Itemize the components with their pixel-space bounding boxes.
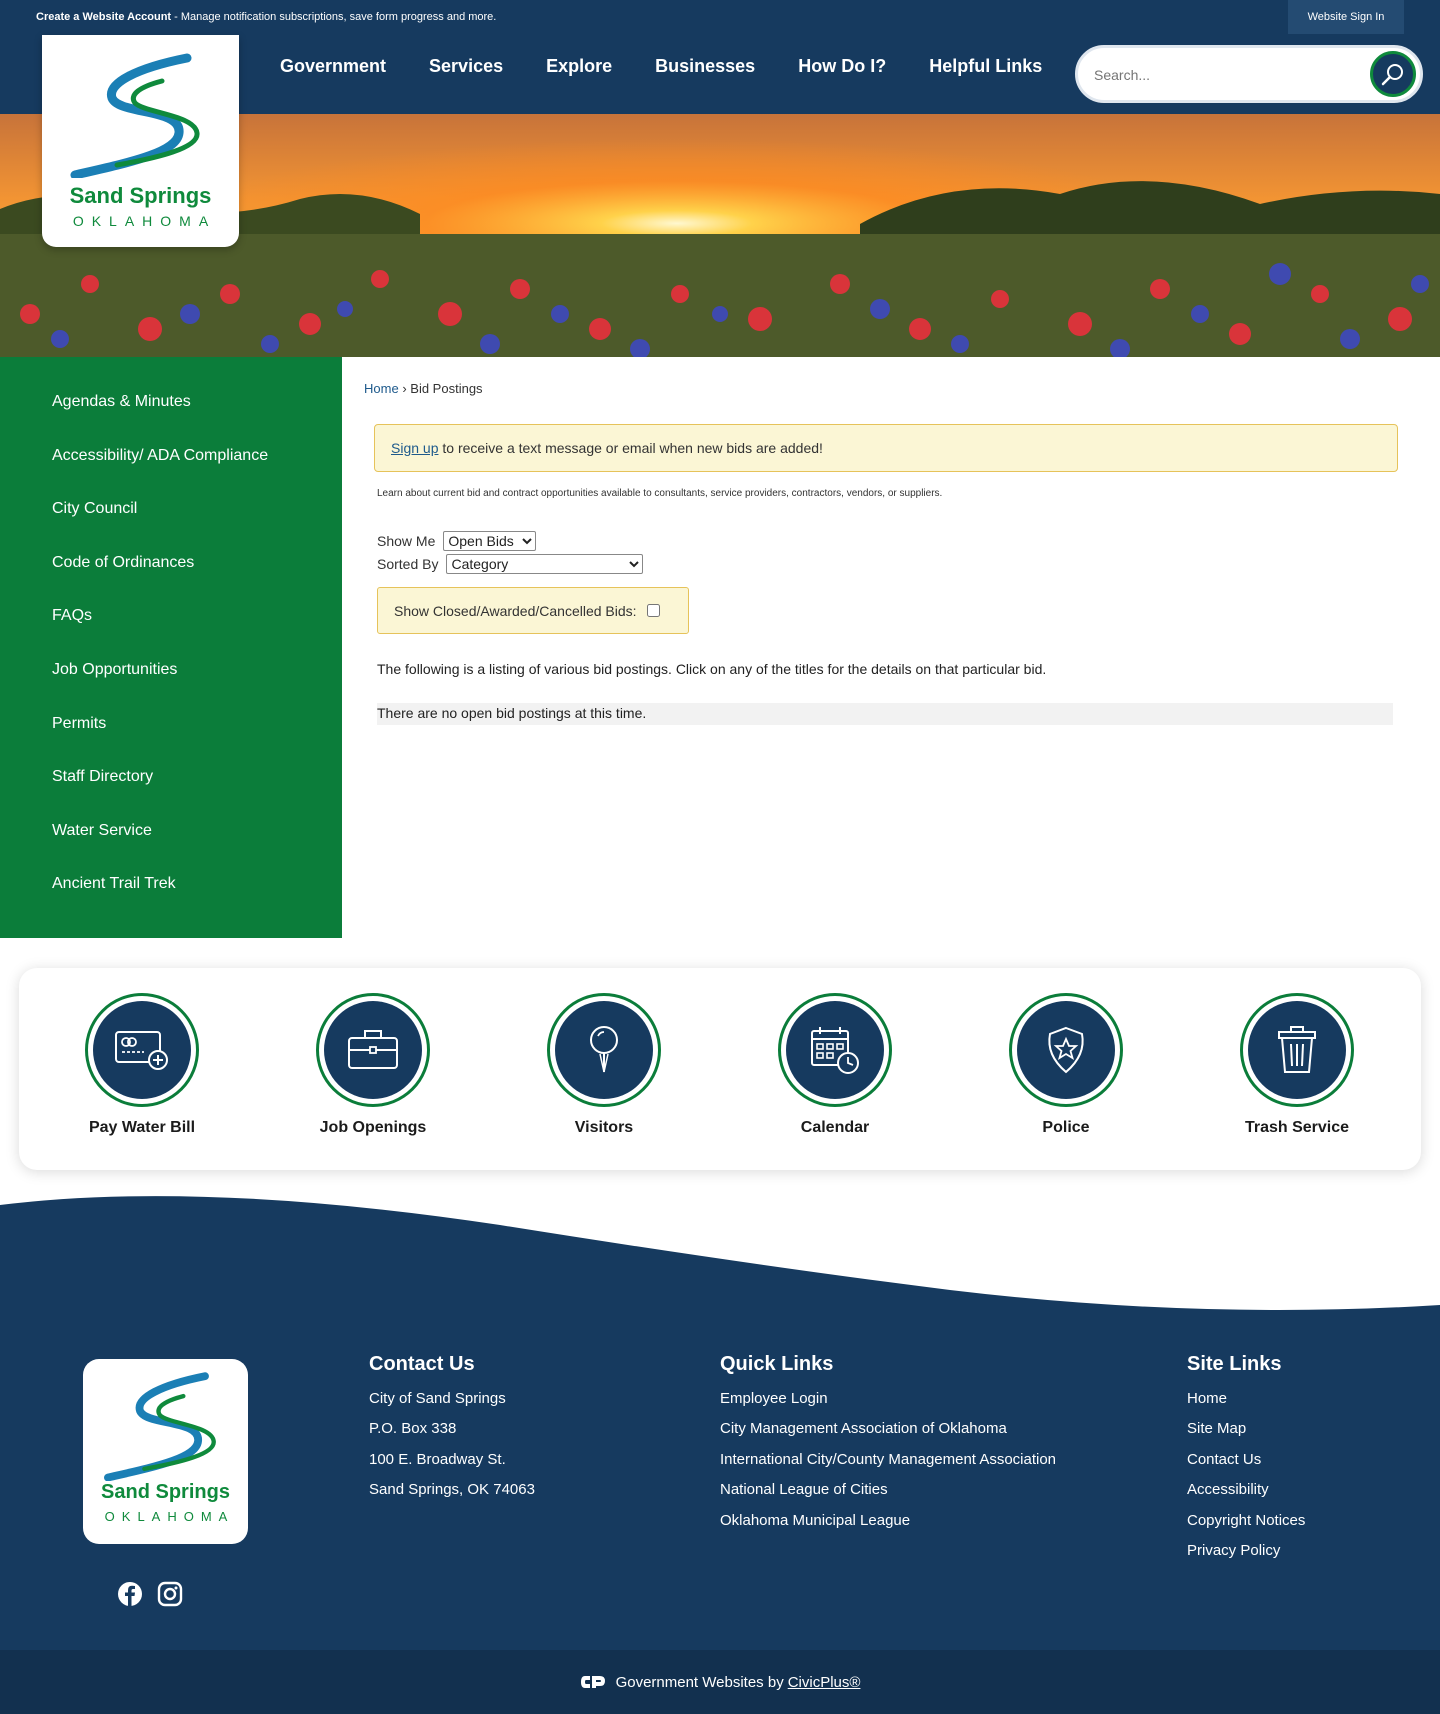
footer-link-icma[interactable]: International City/County Management Association xyxy=(720,1450,1057,1468)
footer-link-site-map[interactable]: Site Map xyxy=(1187,1420,1247,1438)
footer-link-contact-us[interactable]: Contact Us xyxy=(1187,1450,1262,1468)
quick-link-circle xyxy=(547,993,661,1107)
website-sign-in-button[interactable]: Website Sign In xyxy=(1288,0,1404,34)
footer-site-links xyxy=(1187,1353,1305,1572)
civicplus-bar xyxy=(0,1650,1440,1714)
footer-site-links-title: Site Links xyxy=(1187,1353,1282,1375)
sidebar-nav xyxy=(0,357,342,938)
sidebar-item-ancient-trail-trek[interactable]: Ancient Trail Trek xyxy=(52,875,176,893)
footer-link-home[interactable]: Home xyxy=(1187,1390,1228,1407)
contact-line: City of Sand Springs xyxy=(369,1390,506,1407)
quick-link-pay-water-bill[interactable] xyxy=(57,993,227,1137)
quick-link-label: Visitors xyxy=(574,1119,634,1136)
quick-link-job-openings[interactable] xyxy=(288,993,458,1137)
civicplus-link[interactable]: CivicPlus® xyxy=(787,1673,861,1691)
sidebar-item-permits[interactable]: Permits xyxy=(52,714,107,732)
nav-how-do-i[interactable]: How Do I? xyxy=(798,56,887,76)
briefcase-icon xyxy=(346,1028,400,1072)
alert-text: to receive a text message or email when new bids are added! xyxy=(438,440,823,456)
contact-line: Sand Springs, OK 74063 xyxy=(369,1481,535,1499)
quick-link-calendar[interactable] xyxy=(750,993,920,1137)
sidebar-item-faqs[interactable]: FAQs xyxy=(52,607,93,625)
footer-link-nlc[interactable]: National League of Cities xyxy=(720,1481,888,1499)
site-logo[interactable] xyxy=(42,35,239,247)
contact-line: 100 E. Broadway St. xyxy=(369,1450,506,1468)
logo-name: Sand Springs xyxy=(69,183,212,208)
breadcrumb xyxy=(364,381,483,396)
breadcrumb-home[interactable]: Home xyxy=(364,381,399,396)
quick-link-circle xyxy=(1240,993,1354,1107)
quick-links-card xyxy=(19,968,1421,1170)
quick-link-circle xyxy=(85,993,199,1107)
show-me-label: Show Me xyxy=(377,533,436,549)
search-box xyxy=(1075,45,1423,103)
quick-link-label: Trash Service xyxy=(1244,1119,1350,1136)
intro-text: Learn about current bid and contract opportunities available to consultants, service providers, contractors, vendors, or suppliers. xyxy=(377,488,943,499)
quick-link-label: Pay Water Bill xyxy=(88,1119,196,1136)
create-account-label[interactable]: Create a Website Account xyxy=(36,11,172,23)
instagram-icon xyxy=(157,1581,183,1607)
map-pin-icon xyxy=(584,1024,624,1076)
sidebar-item-accessibility[interactable]: Accessibility/ ADA Compliance xyxy=(52,446,269,464)
quick-link-circle xyxy=(316,993,430,1107)
footer-logo-name: Sand Springs xyxy=(101,1481,230,1503)
civicplus-logo-icon xyxy=(580,1674,606,1690)
nav-explore[interactable]: Explore xyxy=(546,56,613,76)
sidebar-item-code-of-ordinances[interactable]: Code of Ordinances xyxy=(52,553,195,571)
search-icon xyxy=(1380,61,1406,87)
top-utility-bar xyxy=(0,0,1440,34)
sorted-by-field xyxy=(377,554,643,574)
quick-link-police[interactable] xyxy=(981,993,1151,1137)
instagram-link[interactable] xyxy=(157,1581,183,1607)
facebook-link[interactable] xyxy=(117,1581,143,1607)
sidebar-item-city-council[interactable]: City Council xyxy=(52,500,138,518)
footer-logo[interactable] xyxy=(83,1359,248,1544)
create-account-description: - Manage notification subscriptions, save form progress and more. xyxy=(171,11,497,23)
nav-services[interactable]: Services xyxy=(429,56,504,76)
show-closed-bids-box xyxy=(377,587,689,634)
contact-line: P.O. Box 338 xyxy=(369,1420,457,1438)
show-closed-bids-label: Show Closed/Awarded/Cancelled Bids: xyxy=(394,602,637,619)
show-closed-bids-checkbox[interactable] xyxy=(647,604,660,617)
quick-link-label: Calendar xyxy=(800,1119,870,1136)
listing-description: The following is a listing of various bid postings. Click on any of the titles for the details on that particular bid. xyxy=(377,661,1047,677)
nav-businesses[interactable]: Businesses xyxy=(655,56,756,76)
footer-link-oml[interactable]: Oklahoma Municipal League xyxy=(720,1511,911,1529)
sorted-by-select[interactable] xyxy=(446,554,643,574)
nav-government[interactable]: Government xyxy=(280,56,387,76)
quick-link-label: Job Openings xyxy=(319,1119,427,1136)
facebook-icon xyxy=(117,1581,143,1607)
sign-up-link[interactable]: Sign up xyxy=(391,440,439,456)
footer-quick-links-title: Quick Links xyxy=(720,1353,834,1375)
quick-link-circle xyxy=(1009,993,1123,1107)
no-bids-message: There are no open bid postings at this time. xyxy=(377,703,1393,725)
footer-link-copyright-notices[interactable]: Copyright Notices xyxy=(1187,1511,1306,1529)
footer-logo-subtitle: OKLAHOMA xyxy=(104,1509,235,1524)
breadcrumb-current: Bid Postings xyxy=(410,381,483,396)
show-me-field xyxy=(377,531,536,551)
show-me-select[interactable] xyxy=(443,531,536,551)
create-account-link[interactable] xyxy=(36,11,496,23)
footer-link-cmao[interactable]: City Management Association of Oklahoma xyxy=(720,1420,1007,1438)
trash-can-icon xyxy=(1276,1025,1318,1075)
bid-notification-alert xyxy=(374,424,1398,472)
civicplus-text: Government Websites by xyxy=(615,1673,784,1691)
site-footer xyxy=(0,1190,1440,1650)
sidebar-item-agendas-minutes[interactable]: Agendas & Minutes xyxy=(52,393,191,410)
search-input[interactable] xyxy=(1094,64,1344,86)
quick-link-visitors[interactable] xyxy=(519,993,689,1137)
police-badge-icon xyxy=(1044,1025,1088,1075)
footer-quick-links xyxy=(720,1353,1056,1542)
credit-card-icon xyxy=(114,1028,170,1072)
breadcrumb-separator: › xyxy=(402,381,407,396)
logo-subtitle: OKLAHOMA xyxy=(72,213,217,229)
sand-springs-logo-mark xyxy=(67,53,217,178)
nav-helpful-links[interactable]: Helpful Links xyxy=(929,56,1043,76)
footer-contact-title: Contact Us xyxy=(369,1353,475,1375)
footer-link-privacy-policy[interactable]: Privacy Policy xyxy=(1187,1541,1281,1559)
sidebar-item-job-opportunities[interactable]: Job Opportunities xyxy=(52,660,178,678)
sidebar-item-staff-directory[interactable]: Staff Directory xyxy=(52,768,154,786)
sand-springs-logo-mark xyxy=(101,1371,231,1481)
main-nav xyxy=(280,56,1085,77)
search-button[interactable] xyxy=(1370,51,1416,97)
calendar-clock-icon xyxy=(809,1024,861,1076)
footer-contact-us xyxy=(369,1353,535,1512)
quick-link-label: Police xyxy=(1042,1119,1090,1136)
footer-link-accessibility[interactable]: Accessibility xyxy=(1187,1481,1269,1499)
footer-link-employee-login[interactable]: Employee Login xyxy=(720,1390,828,1407)
sidebar-item-water-service[interactable]: Water Service xyxy=(52,821,152,839)
sorted-by-label: Sorted By xyxy=(377,556,439,572)
quick-link-trash-service[interactable] xyxy=(1212,993,1382,1137)
quick-link-circle xyxy=(778,993,892,1107)
